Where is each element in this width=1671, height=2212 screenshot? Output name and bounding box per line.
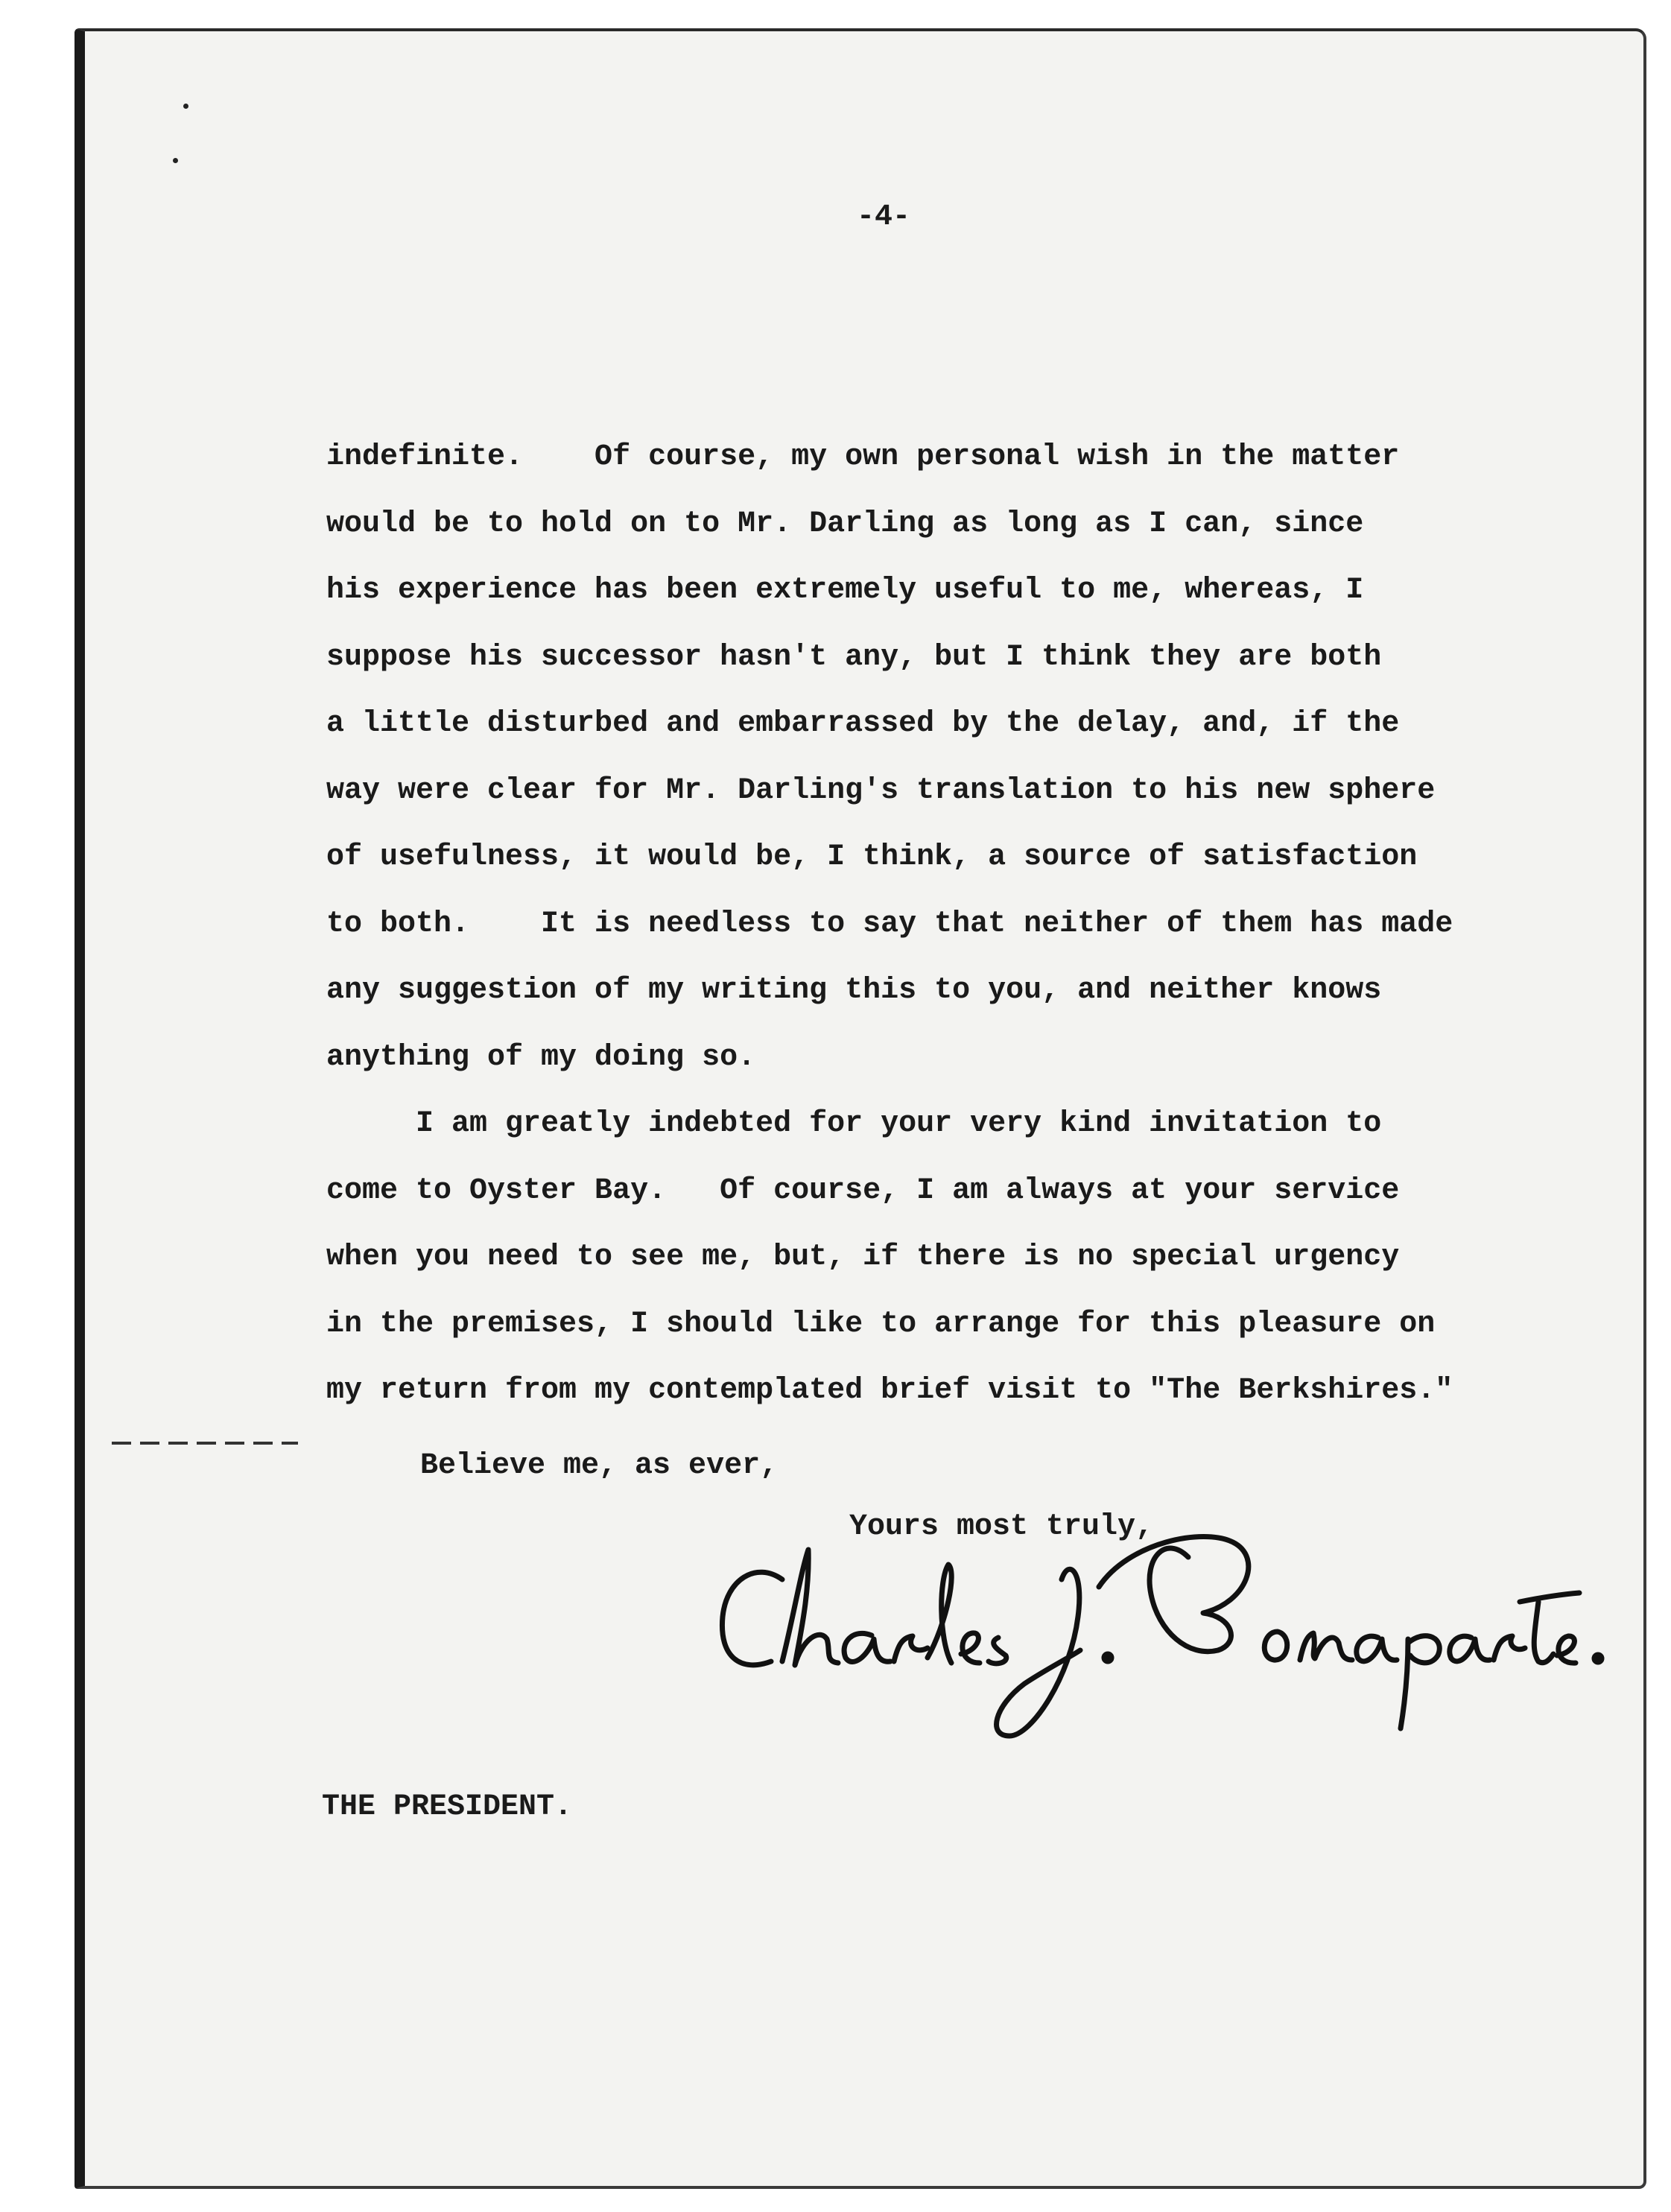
handwritten-signature (711, 1490, 1635, 1803)
body-line: would be to hold on to Mr. Darling as long as I can, since (326, 507, 1364, 541)
body-line: way were clear for Mr. Darling's translation to his new sphere (326, 773, 1436, 808)
body-line: of usefulness, it would be, I think, a source of satisfaction (326, 840, 1418, 874)
page-number: -4- (857, 200, 911, 234)
body-line: to both. It is needless to say that neither of them has made (326, 907, 1453, 941)
body-line: when you need to see me, but, if there is no special urgency (326, 1240, 1400, 1274)
body-line: a little disturbed and embarrassed by the delay, and, if the (326, 707, 1400, 741)
body-line: indefinite. Of course, my own personal wish in the matter (326, 440, 1400, 474)
body-line: in the premises, I should like to arrange for this pleasure on (326, 1307, 1436, 1341)
body-line: come to Oyster Bay. Of course, I am always at your service (326, 1173, 1400, 1208)
margin-mark (112, 1442, 298, 1445)
body-line: I am greatly indebted for your very kind invitation to (326, 1107, 1382, 1141)
body-line: anything of my doing so. (326, 1040, 756, 1074)
closing-line: Believe me, as ever, (420, 1449, 779, 1483)
punch-hole-mark (173, 158, 178, 163)
body-line: suppose his successor hasn't any, but I think they are both (326, 640, 1382, 674)
complimentary-close: Yours most truly, (849, 1510, 1154, 1544)
addressee: THE PRESIDENT. (322, 1790, 573, 1824)
body-line: any suggestion of my writing this to you, and neither knows (326, 974, 1382, 1007)
body-line: his experience has been extremely useful to me, whereas, I (326, 574, 1364, 607)
letter-body (326, 440, 1453, 1443)
punch-hole-mark (183, 104, 188, 109)
body-line: my return from my contemplated brief visit to "The Berkshires." (326, 1374, 1453, 1407)
